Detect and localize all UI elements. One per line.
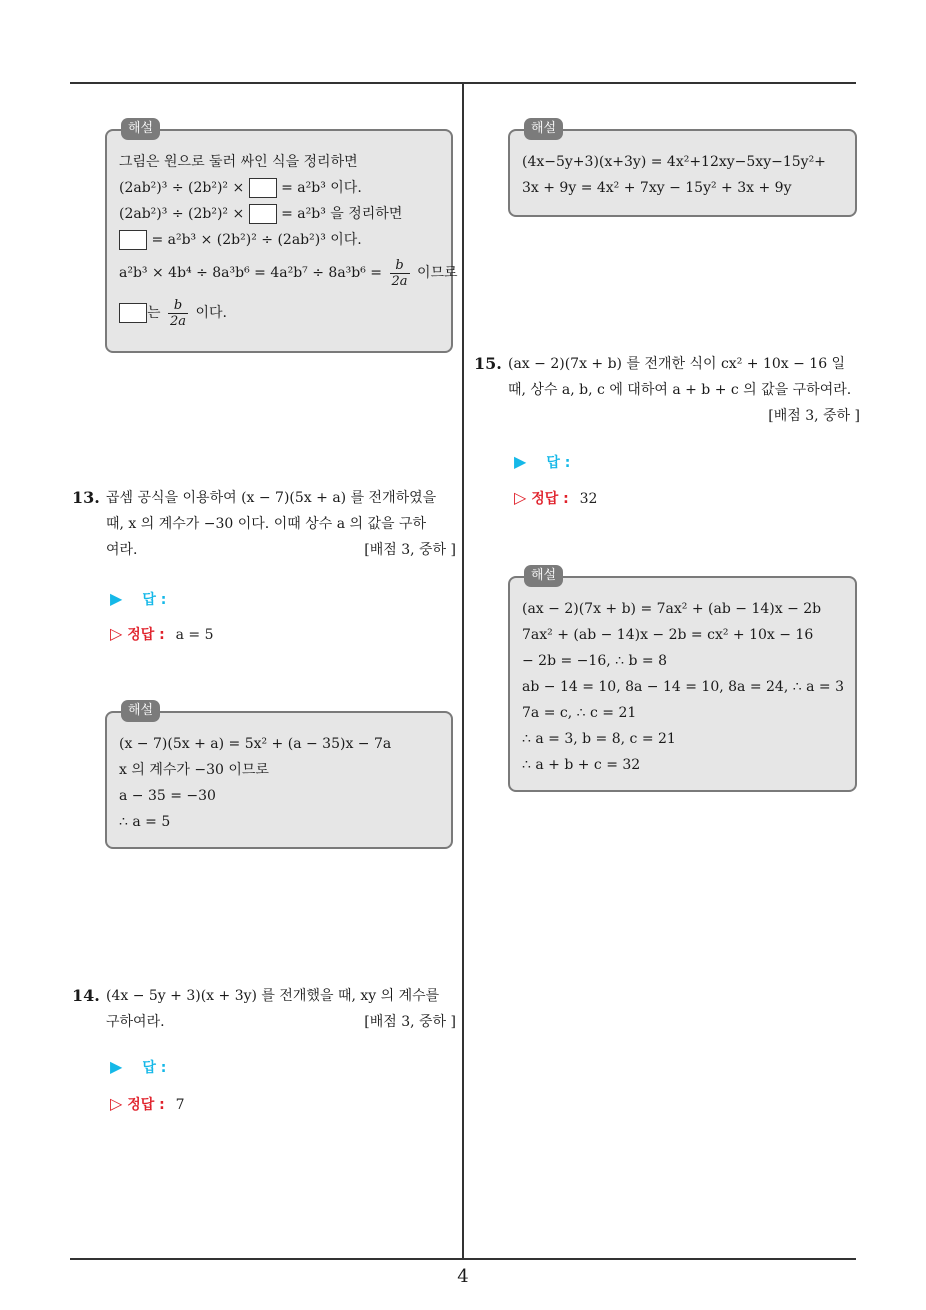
question-number: 15. [474,354,502,373]
page-number: 4 [457,1266,469,1287]
question-number: 13. [72,488,100,507]
blank-box [249,204,277,224]
question-15 [474,351,860,429]
points-label: [배점 3, 중하 ] [364,542,456,558]
solution-line: (4x−5y+3)(x+3y) = 4x²+12xy−5xy−15y²+ [522,154,826,170]
correct-value: 32 [579,491,598,507]
q14-solution-box [508,121,857,217]
question-14 [72,983,456,1035]
solution-line: x 의 계수가 −30 이므로 [119,762,269,778]
q12-solution-line: 그림은 원으로 둘러 싸인 식을 정리하면 [119,154,358,170]
play-icon: ▶ [514,452,527,471]
solution-tab: 해설 [121,700,160,722]
question-text: 여라. [배점 3, 중하 ] [106,537,456,563]
solution-line: (x − 7)(5x + a) = 5x² + (a − 35)x − 7a [119,736,392,752]
q15-solution-box [508,568,857,792]
q12-solution-line: a²b³ × 4b⁴ ÷ 8a³b⁶ = 4a²b⁷ ÷ 8a³b⁶ = $\frac{b}{2a}$ 이므로 [119,257,458,289]
answer-label: 답 : [142,1060,167,1076]
solution-line: − 2b = −16, ∴ b = 8 [522,653,667,669]
answer-label: 답 : [546,455,571,471]
question-13 [72,485,456,563]
correct-answer-row [110,1094,185,1114]
column-divider [462,83,464,1260]
solution-line: 7ax² + (ab − 14)x − 2b = cx² + 10x − 16 [522,627,814,643]
solution-line: ab − 14 = 10, 8a − 14 = 10, 8a = 24, ∴ a = 3 [522,679,844,695]
question-text: 곱셈 공식을 이용하여 (x − 7)(5x + a) 를 전개하였을 [106,490,437,506]
solution-line: ∴ a = 3, b = 8, c = 21 [522,731,676,747]
correct-answer-row [110,624,213,644]
outline-triangle-icon: ▷ [110,624,123,643]
correct-label: 정답 : [531,491,569,507]
q12-solution-line: (2ab²)³ ÷ (2b²)² × = a²b³ 이다. [119,180,362,196]
question-text: 때, x 의 계수가 −30 이다. 이때 상수 a 의 값을 구하 [106,516,427,532]
solution-line: ∴ a = 5 [119,814,171,830]
points-label: [배점 3, 중하 ] [768,408,860,424]
play-icon: ▶ [110,1057,123,1076]
outline-triangle-icon: ▷ [110,1094,123,1113]
solution-line: 7a = c, ∴ c = 21 [522,705,637,721]
solution-line: ∴ a + b + c = 32 [522,757,641,773]
correct-answer-row [514,488,597,508]
q12-solution-line: 는 $\frac{b}{2a}$ 이다. [119,293,439,333]
solution-tab: 해설 [121,118,160,140]
bottom-rule [70,1258,856,1260]
correct-label: 정답 : [127,627,165,643]
blank-box [249,178,277,198]
blank-box [119,230,147,250]
solution-tab: 해설 [524,565,563,587]
blank-box [119,303,147,323]
question-text: 구하여라. [배점 3, 중하 ] [106,1009,456,1035]
q12-solution-line: (2ab²)³ ÷ (2b²)² × = a²b³ 을 정리하면 [119,206,403,222]
solution-line: (ax − 2)(7x + b) = 7ax² + (ab − 14)x − 2b [522,601,822,617]
fraction: $\frac{b}{2a}$ [169,297,187,329]
play-icon: ▶ [110,589,123,608]
question-text: (ax − 2)(7x + b) 를 전개한 식이 cx² + 10x − 16 일 [508,356,846,372]
answer-row [110,589,166,609]
solution-line: a − 35 = −30 [119,788,216,804]
solution-tab: 해설 [524,118,563,140]
correct-label: 정답 : [127,1097,165,1113]
fraction: $\frac{b}{2a}$ [391,257,408,289]
question-text: 때, 상수 a, b, c 에 대하여 a + b + c 의 값을 구하여라. [508,382,852,398]
answer-row [514,452,570,472]
points-label: [배점 3, 중하 ] [364,1014,456,1030]
outline-triangle-icon: ▷ [514,488,527,507]
question-text: (4x − 5y + 3)(x + 3y) 를 전개했을 때, xy 의 계수를 [106,988,440,1004]
correct-value: 7 [175,1097,185,1113]
solution-line: 3x + 9y = 4x² + 7xy − 15y² + 3x + 9y [522,180,792,196]
q12-solution-box [105,121,458,353]
answer-row [110,1057,166,1077]
correct-value: a = 5 [175,627,214,643]
q12-solution-line: = a²b³ × (2b²)² ÷ (2ab²)³ 이다. [119,227,439,253]
question-number: 14. [72,986,100,1005]
q13-solution-box [105,703,453,849]
answer-label: 답 : [142,592,167,608]
